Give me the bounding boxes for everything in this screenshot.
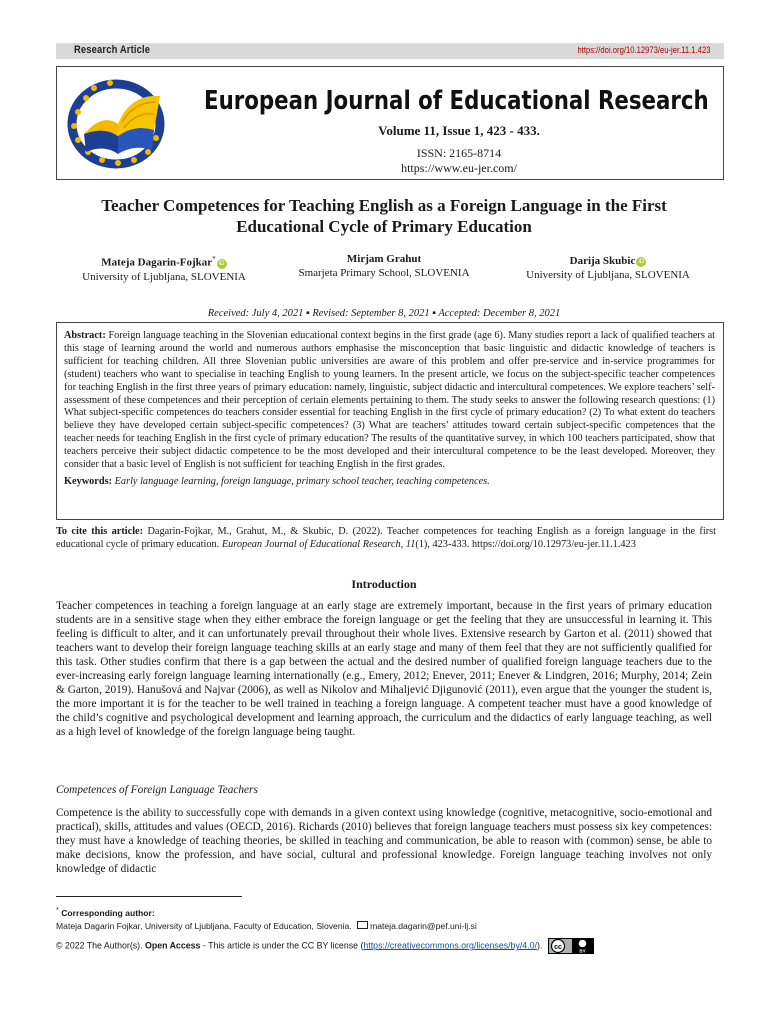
- cite-label: To cite this article:: [56, 526, 144, 537]
- corresponding-mark: *: [212, 255, 216, 263]
- article-title: Teacher Competences for Teaching English as a Foreign Language in the First Educational Cycle of Primary Education: [101, 196, 667, 236]
- keywords-text: Early language learning, foreign language, primary school teacher, teaching competences.: [114, 475, 490, 487]
- abstract-label: Abstract:: [64, 330, 106, 341]
- author-affiliation: University of Ljubljana, SLOVENIA: [526, 269, 690, 281]
- footnote-mark: *: [56, 906, 59, 914]
- cite-issue: (1), 423-433. https://doi.org/10.12973/eu-jer.11.1.423: [415, 539, 636, 550]
- license-line: [56, 938, 724, 954]
- author-affiliation: University of Ljubljana, SLOVENIA: [82, 270, 246, 283]
- orcid-icon[interactable]: iD: [217, 259, 227, 269]
- corresponding-text: Mateja Dagarin Fojkar, University of Ljubljana, Faculty of Education, Slovenia.: [56, 920, 352, 931]
- doi-link[interactable]: https://doi.org/10.12973/eu-jer.11.1.423: [577, 45, 710, 55]
- cite-journal: European Journal of Educational Research, 11: [221, 539, 416, 550]
- footnote-divider: [56, 896, 242, 897]
- author-name: Mateja Dagarin-Fojkar: [101, 256, 213, 269]
- author-name: Mirjam Grahut: [346, 253, 422, 265]
- orcid-icon[interactable]: iD: [636, 257, 646, 267]
- corresponding-label: Corresponding author:: [61, 907, 155, 918]
- article-dates: Received: July 4, 2021 ▪ Revised: September 8, 2021 ▪ Accepted: December 8, 2021: [207, 308, 561, 319]
- by-badge-text: BY: [579, 948, 586, 954]
- footnote: [56, 904, 724, 933]
- abstract: [64, 330, 715, 472]
- license-link[interactable]: https://creativecommons.org/licenses/by/4.0/: [363, 940, 537, 951]
- section-heading-introduction: Introduction: [351, 577, 417, 591]
- keywords: [64, 476, 715, 489]
- abstract-text: Foreign language teaching in the Slovenian educational context begins in the first grade (age 6). Many studies report a lack of qualified teachers at this stage of learning around the world and numerous authors emphasise the misconception that basic linguistic and didactic knowledge of teachers is sufficient for teaching children. All three Slovenian public universities are aware of this problem and offer pre-service and in-service programmes for (student) teachers who want to specialise in teaching English to young learners. In the present article, we focus on the subject-specific teacher competences for teaching English in the first three years of primary education: namely, linguistic, subject didactic and intercultural competences. We explore teachers’ self-assessment of these competences and their perception of certain elements pertaining to them. The study seeks to answer the following research questions: (1) What subject-specific competences do teachers consider essential for teaching English in the first cycle of primary education? (2) To what extent do teachers believe they have developed certain subject-specific competences? (3) What are teachers’ attitudes toward certain subject-specific competences that the teacher needs for teaching English in the first cycle of primary education? The results of the quantitative survey, in which 100 teachers participated, show that teachers perceive their subject didactic competence to be the most developed and their intercultural competence to be the least developed. Moreover, they consider that a basic level of English is not sufficient for teaching English in the first grades.: [64, 330, 715, 471]
- keywords-label: Keywords:: [64, 475, 113, 487]
- license-text: - This article is under the CC BY license (: [202, 940, 364, 951]
- author-affiliation: Smarjeta Primary School, SLOVENIA: [298, 267, 470, 279]
- abstract-box: [56, 322, 724, 520]
- copyright: © 2022 The Author(s).: [56, 940, 143, 951]
- author-3: [508, 254, 708, 282]
- author-1: [66, 252, 262, 284]
- author-name: Darija Skubic: [569, 255, 636, 267]
- journal-issn: ISSN: 2165-8714: [416, 146, 502, 160]
- journal-title: European Journal of Educational Research: [204, 86, 709, 116]
- paragraph-introduction: Teacher competences in teaching a foreign language at an early stage are extremely important, because in the first years of primary education students are in a sensitive stage when they either embrace the foreign language or get the feeling that they are unsuccessful in learning it. This feeling is difficult to alter, and it can unfortunately prevail throughout their whole lives. Extensive research by Garton et al. (2011) showed that teachers want to develop their foreign language teaching skills at an early stage and many of them feel that they are not sufficiently qualified for this task. Other studies confirm that there is a gap between the actual and the desired number of qualified foreign language teachers due to the ever-increasing early foreign language learning internationally (e.g., Emery, 2012; Enever, 2011; Enever & Lindgren, 2016; Murphy, 2014; Zein & Garton, 2019). Hanušová and Najvar (2006), as well as Nikolov and Mihaljević Djigunović (2011), even argue that the younger the student is, the more important it is for the teacher to be well trained in teaching a foreign language. A competent teacher must have a good knowledge of the child’s cognitive and psychological development and learning approach, the curriculum and the didactics of early language teaching, as well as a high level of knowledge of the foreign language being taught.: [56, 600, 712, 738]
- open-access: Open Access: [144, 940, 201, 951]
- license-end: ).: [536, 940, 543, 951]
- paragraph-competences: Competence is the ability to successfully cope with demands in a given context using knowledge (cognitive, metacognitive, socio-emotional and practical), skills, attitudes and values (OECD, 2016). Richards (2010) believes that foreign language teachers must possess six key competences: they must have a knowledge of teaching theories, be skilled in teaching and communication, be able to reason with (common) sense, be able to make decisions, know the profession, and have social, cultural and professional knowledge. Foreign language teaching involves not only knowledge of didactic: [56, 807, 712, 875]
- cite-text: Dagarin-Fojkar, M., Grahut, M., & Skubic, D. (2022). Teacher competences for teaching English as a foreign language in the first educational cycle of primary education.: [56, 526, 716, 550]
- email-link[interactable]: mateja.dagarin@pef.uni-lj.si: [370, 920, 477, 931]
- journal-url[interactable]: https://www.eu-jer.com/: [401, 161, 517, 175]
- author-2: [284, 252, 484, 280]
- email-icon: [357, 921, 368, 929]
- section-label: Research Article: [74, 44, 151, 56]
- journal-volume: Volume 11, Issue 1, 423 - 433.: [378, 123, 540, 138]
- running-header: [56, 43, 724, 59]
- citation: [56, 525, 716, 551]
- subsection-heading: Competences of Foreign Language Teachers: [56, 784, 258, 796]
- cc-by-license-icon[interactable]: [548, 938, 594, 954]
- cc-badge-text: cc: [553, 944, 562, 951]
